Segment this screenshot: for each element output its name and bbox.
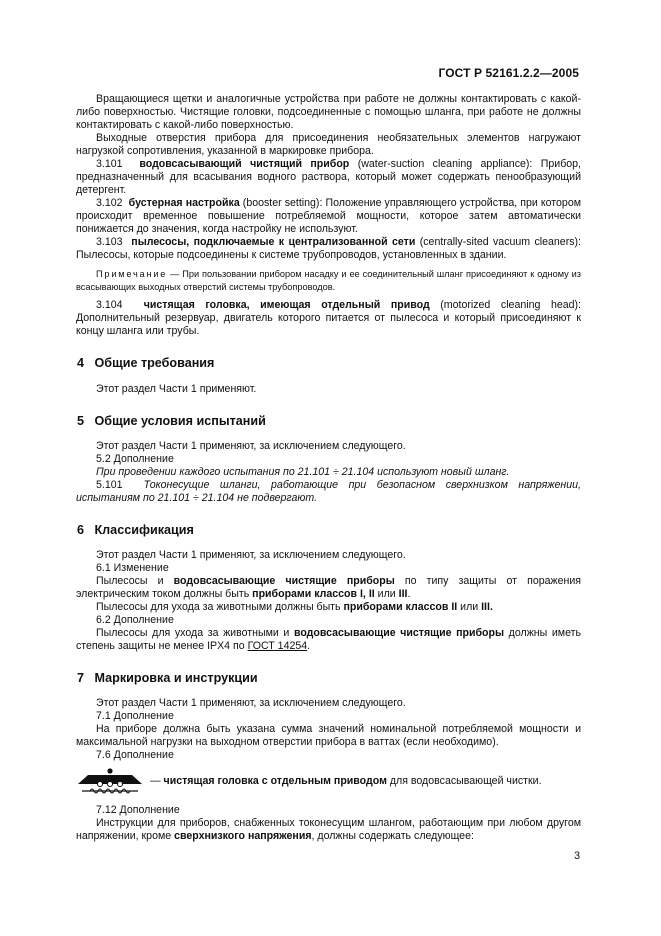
symbol-description: — чистящая головка с отдельным приводом для водовсасывающей чистки.	[150, 774, 542, 787]
definition-3-104: 3.104 чистящая головка, имеющая отдельный привод (motorized cleaning head): Дополнительный резервуар, двигатель которого питается от пылесоса и который присоединяют к концу шланга или трубы.	[76, 299, 582, 338]
clause-6-1: 6.1 Изменение	[96, 562, 169, 575]
page-number: 3	[574, 850, 580, 862]
section-4-heading: 4 Общие требования	[77, 356, 215, 371]
clause-5-2-text: При проведении каждого испытания по 21.101 ÷ 21.104 используют новый шланг.	[96, 466, 510, 479]
clause-5-2: 5.2 Дополнение	[96, 453, 174, 466]
clause-7-12: 7.12 Дополнение	[96, 804, 180, 817]
symbol-row	[76, 764, 581, 798]
gost-14254-link[interactable]: ГОСТ 14254	[247, 640, 308, 653]
clause-6-1-text: Пылесосы и водовсасывающие чистящие приборы по типу защиты от поражения электрическим током должны быть приборами классов I, II или III.	[76, 575, 582, 601]
note-3-103: Примечание — При пользовании прибором насадку и ее соединительный шланг присоединяют к одному из всасывающих выходных отверстий системы трубопроводов.	[76, 269, 581, 292]
paragraph-brushes: Вращающиеся щетки и аналогичные устройства при работе не должны контактировать с какой-либо поверхностью. Чистящие головки, подсоединенные с помощью шланга, при работе не должны контактировать с какой-либо поверхностью.	[76, 93, 581, 131]
definition-3-101: 3.101 водовсасывающий чистящий прибор (water-suction cleaning appliance): Прибор, предназначенный для всасывания водного раствора, который может содержать пенообразующий детергент.	[76, 158, 582, 196]
clause-6-1-animals: Пылесосы для ухода за животными должны быть приборами классов II или III.	[96, 601, 493, 614]
clause-7-1: 7.1 Дополнение	[96, 710, 174, 723]
clause-6-2-text: Пылесосы для ухода за животными и водовсасывающие чистящие приборы должны иметь степень защиты не менее IPX4 по ГОСТ 14254.	[76, 627, 581, 653]
motorized-cleaning-head-icon	[76, 764, 144, 798]
document-id: ГОСТ Р 52161.2.2—2005	[438, 66, 579, 80]
clause-6-2: 6.2 Дополнение	[96, 614, 174, 627]
clause-7-12-text: Инструкции для приборов, снабженных токонесущим шлангом, работающим при любом другом напряжении, кроме сверхнизкого напряжения, должны содержать следующее:	[76, 817, 581, 843]
section-6-heading: 6 Классификация	[77, 523, 194, 538]
definition-3-102: 3.102 бустерная настройка (booster setting): Положение управляющего устройства, при котором происходит временное повышение потребляемой мощности, которое затем автоматически понижается до значения, когда настройку не используют.	[76, 197, 581, 235]
paragraph-outlets: Выходные отверстия прибора для присоединения необязательных элементов нагружают нагрузкой сопротивления, указанной в маркировке прибора.	[76, 132, 581, 157]
definition-3-103: 3.103 пылесосы, подключаемые к централизованной сети (centrally-sited vacuum cleaners): Пылесосы, которые подсоединены к системе трубопроводов, установленных в здании.	[76, 236, 581, 261]
clause-7-1-text: На приборе должна быть указана сумма значений номинальной потребляемой мощности и максимальной нагрузки на выходном отверстии прибора в ваттах (если необходимо).	[76, 723, 581, 749]
section-7-intro: Этот раздел Части 1 применяют, за исключением следующего.	[96, 697, 406, 710]
section-7-heading: 7 Маркировка и инструкции	[77, 671, 258, 686]
section-5-heading: 5 Общие условия испытаний	[77, 414, 266, 429]
document-body	[76, 93, 581, 843]
section-6-intro: Этот раздел Части 1 применяют, за исключением следующего.	[96, 549, 406, 562]
section-5-intro: Этот раздел Части 1 применяют, за исключением следующего.	[96, 440, 406, 453]
clause-5-101: 5.101 Токонесущие шланги, работающие при безопасном сверхнизком напряжении, испытаниям по 21.101 ÷ 21.104 не подвергают.	[76, 479, 581, 505]
clause-7-6: 7.6 Дополнение	[96, 749, 174, 762]
section-4-text: Этот раздел Части 1 применяют.	[96, 383, 257, 396]
